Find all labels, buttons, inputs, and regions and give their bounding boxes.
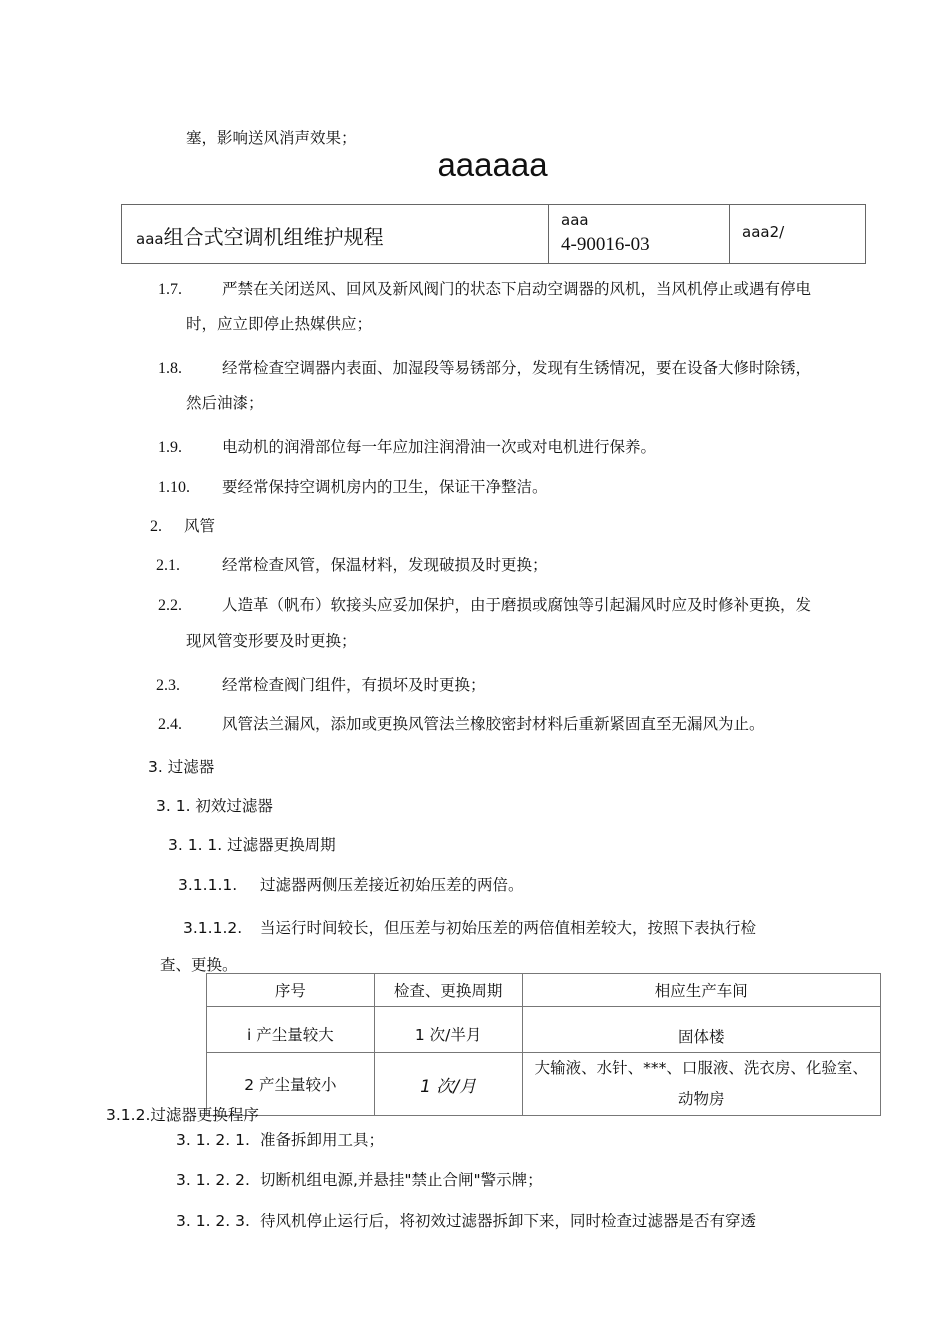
- table-row: [207, 1007, 881, 1053]
- header-page-cell: [730, 205, 866, 263]
- item-text: 过滤器两侧压差接近初始压差的两倍。: [260, 876, 524, 894]
- item-number: 3.1.1.1.: [178, 876, 238, 894]
- item-text-continued: 然后油漆；: [186, 394, 264, 412]
- subsection-heading: 3. 1. 初效过滤器: [156, 797, 273, 815]
- item-text-continued: 时，应立即停止热媒供应；: [186, 315, 373, 333]
- procedure-name-prefix: aaa: [136, 230, 164, 248]
- table-row: [207, 1053, 881, 1116]
- table-cell: 大输液、水针、***、口服液、洗衣房、化验室、动物房: [522, 1053, 880, 1116]
- step-text: 准备拆卸用工具；: [260, 1131, 385, 1149]
- subsubsection-heading: 3.1.2.过滤器更换程序: [106, 1106, 259, 1124]
- item-text: 要经常保持空调机房内的卫生，保证干净整洁。: [222, 478, 548, 496]
- item-number: 2.3.: [156, 677, 180, 694]
- item-text: 当运行时间较长，但压差与初始压差的两倍值相差较大，按照下表执行检: [260, 919, 757, 937]
- procedure-name: [136, 221, 384, 250]
- step-text: 切断机组电源,并悬挂"禁止合闸"警示牌；: [260, 1171, 543, 1189]
- table-cell: i 产尘量较大: [207, 1007, 375, 1053]
- step-number: 3. 1. 2. 1.: [176, 1131, 250, 1149]
- table-cell: 1 次/月: [374, 1053, 522, 1116]
- section-heading: 3. 过滤器: [148, 758, 215, 776]
- item-number: 1.10.: [158, 479, 190, 496]
- table-header-cell: 序号: [207, 974, 375, 1007]
- table-header-cell: 检查、更换周期: [374, 974, 522, 1007]
- item-number: 1.8.: [158, 360, 182, 377]
- code-label: aaa: [561, 211, 589, 229]
- header-name-cell: [122, 205, 549, 263]
- item-number: 2.2.: [158, 597, 182, 614]
- item-number: 2.4.: [158, 716, 182, 733]
- item-text: 电动机的润滑部位每一年应加注润滑油一次或对电机进行保养。: [222, 438, 657, 456]
- table-cell: 固体楼: [522, 1007, 880, 1053]
- item-number: 1.9.: [158, 439, 182, 456]
- step-number: 3. 1. 2. 3.: [176, 1212, 250, 1230]
- item-text: 人造革（帆布）软接头应妥加保护，由于磨损或腐蚀等引起漏风时应及时修补更换，发: [222, 596, 812, 614]
- document-code: 4-90016-03: [561, 234, 650, 255]
- document-header-table: [121, 204, 866, 264]
- section-heading: 风管: [184, 517, 216, 535]
- table-cell: 2 产尘量较小: [207, 1053, 375, 1116]
- item-text: 经常检查空调器内表面、加湿段等易锈部分，发现有生锈情况，要在设备大修时除锈，: [222, 359, 812, 377]
- item-number: 3.1.1.2.: [183, 919, 243, 937]
- item-text: 经常检查阀门组件，有损坏及时更换；: [222, 676, 486, 694]
- section-number: 2.: [150, 518, 162, 535]
- item-number: 2.1.: [156, 557, 180, 574]
- subsubsection-heading: 3. 1. 1. 过滤器更换周期: [168, 836, 336, 854]
- table-header-row: [207, 974, 881, 1007]
- header-code-cell: [549, 205, 730, 263]
- item-text: 经常检查风管，保温材料，发现破损及时更换；: [222, 556, 548, 574]
- document-title: aaaaaa: [437, 146, 548, 183]
- procedure-name-text: 组合式空调机组维护规程: [163, 225, 384, 249]
- page-number: aaa2/: [742, 223, 785, 241]
- item-number: 1.7.: [158, 281, 182, 298]
- item-text-continued: 现风管变形要及时更换；: [186, 632, 357, 650]
- filter-replacement-table: [206, 973, 881, 1116]
- continuation-text: 塞，影响送风消声效果；: [186, 129, 357, 147]
- table-cell: 1 次/半月: [374, 1007, 522, 1053]
- table-header-cell: 相应生产车间: [522, 974, 880, 1007]
- item-text: 严禁在关闭送风、回风及新风阀门的状态下启动空调器的风机，当风机停止或遇有停电: [222, 280, 812, 298]
- item-text: 风管法兰漏风，添加或更换风管法兰橡胶密封材料后重新紧固直至无漏风为止。: [222, 715, 765, 733]
- step-number: 3. 1. 2. 2.: [176, 1171, 250, 1189]
- step-text: 待风机停止运行后，将初效过滤器拆卸下来，同时检查过滤器是否有穿透: [260, 1212, 757, 1230]
- item-text-continued: 查、更换。: [160, 956, 238, 974]
